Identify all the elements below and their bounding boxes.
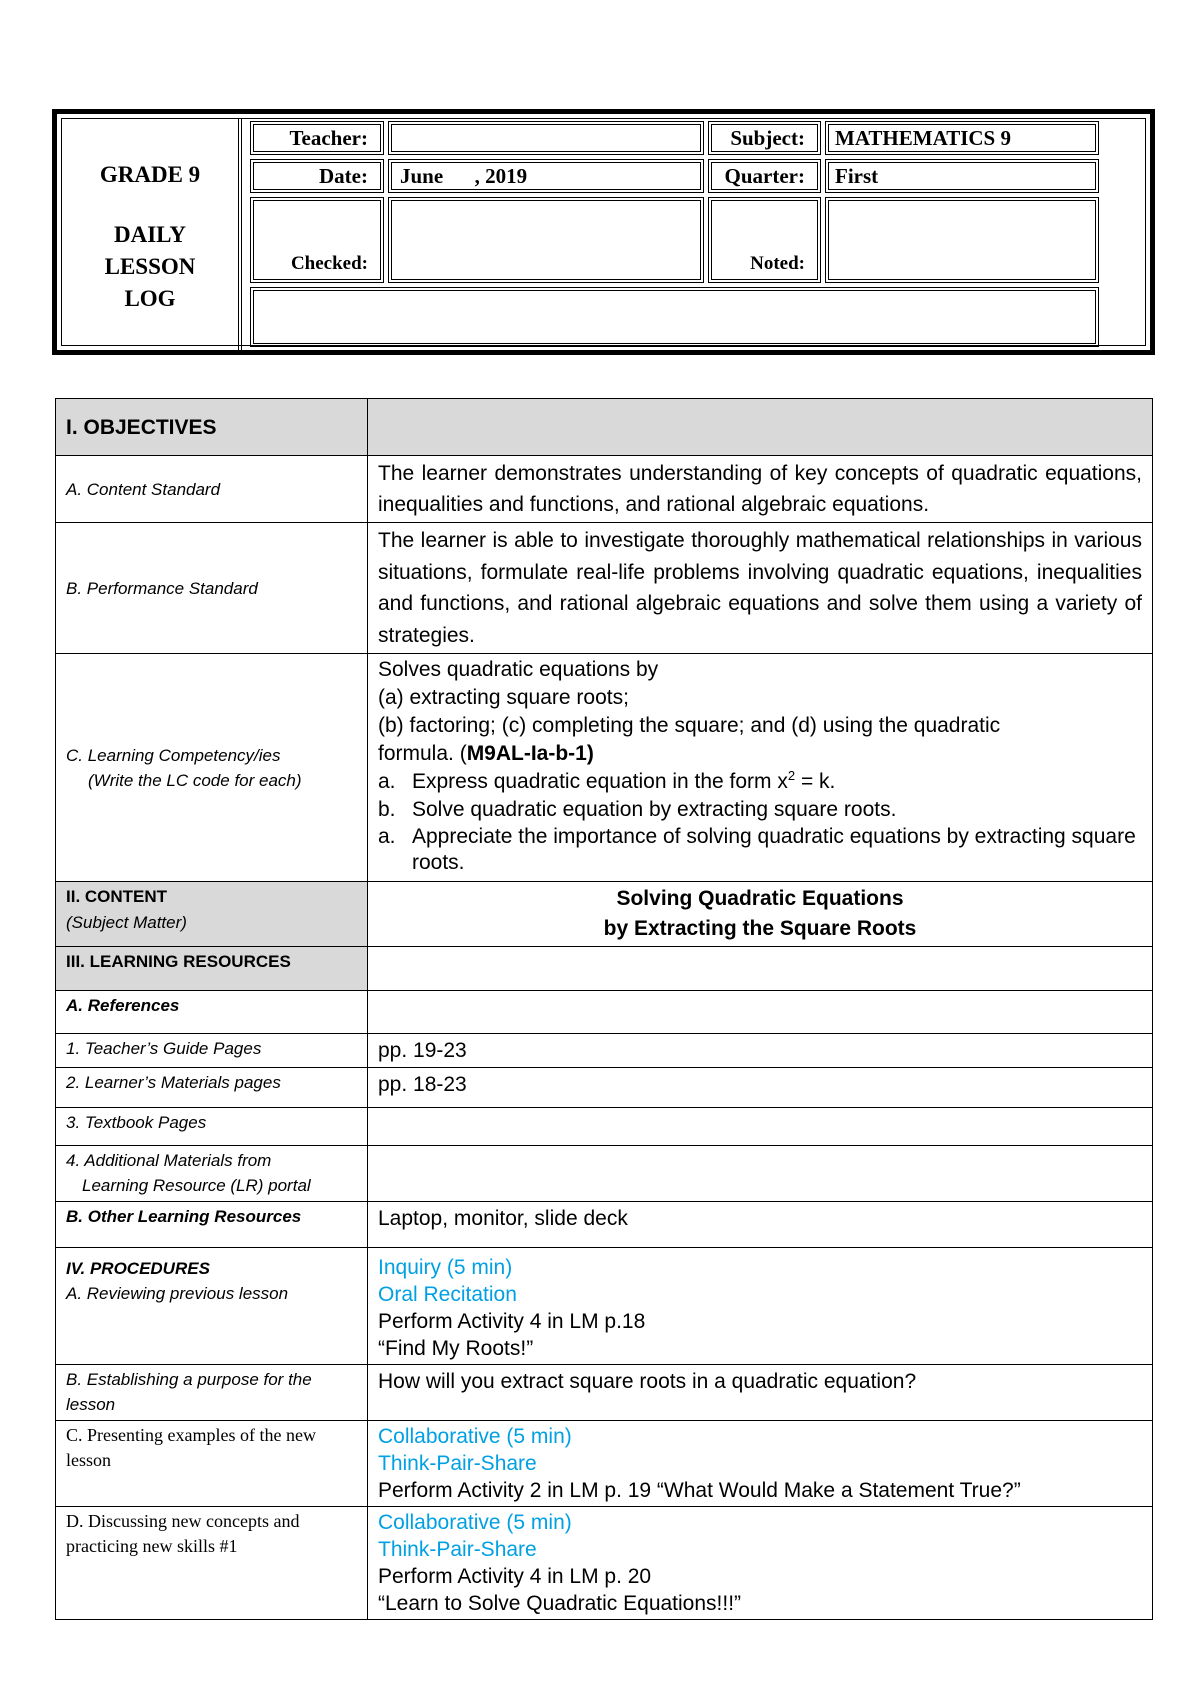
additional-materials-row <box>56 1146 1153 1202</box>
checked-value <box>388 197 704 283</box>
title-line-daily: DAILY <box>113 222 186 247</box>
subject-label: Subject: <box>708 121 821 155</box>
reviewing-value <box>368 1248 1153 1365</box>
objective-item-1-text-before: Express quadratic equation in the form x <box>412 770 788 793</box>
content-heading: II. CONTENT <box>66 887 168 906</box>
objective-item-1 <box>378 768 1142 796</box>
objectives-heading: I. OBJECTIVES <box>56 399 368 456</box>
performance-standard-value: The learner is able to investigate thoroughly mathematical relationships in various situations, formulate real-life problems involving quadratic equations, inequalities and functions, and rational algebraic equations and solve them using a variety of strategies. <box>368 523 1153 654</box>
objectives-heading-blank <box>368 399 1153 456</box>
presenting-line-3: Perform Activity 2 in LM p. 19 “What Would Make a Statement True?” <box>378 1479 1021 1502</box>
objective-item-2 <box>378 796 1142 824</box>
learning-competency-label-cell <box>56 654 368 882</box>
content-heading-cell <box>56 882 368 947</box>
header-block <box>52 109 1155 355</box>
other-resources-row <box>56 1202 1153 1248</box>
learning-competency-sublabel: (Write the LC code for each) <box>88 770 302 790</box>
competency-line-2: (a) extracting square roots; <box>378 686 629 709</box>
other-resources-label: B. Other Learning Resources <box>56 1202 368 1248</box>
date-value: June , 2019 <box>388 159 704 193</box>
discussing-label: D. Discussing new concepts and practicing new skills #1 <box>56 1507 368 1620</box>
objectives-heading-row <box>56 399 1153 456</box>
reviewing-line-3: Perform Activity 4 in LM p.18 <box>378 1310 646 1333</box>
purpose-value: How will you extract square roots in a quadratic equation? <box>368 1365 1153 1421</box>
teachers-guide-value: pp. 19-23 <box>368 1034 1153 1068</box>
objective-item-1-text <box>412 768 835 796</box>
header-notes-box <box>250 287 1099 347</box>
additional-materials-label-cell <box>56 1146 368 1202</box>
presenting-line-1: Collaborative (5 min) <box>378 1425 572 1448</box>
performance-standard-label: B. Performance Standard <box>56 523 368 654</box>
reviewing-row <box>56 1248 1153 1365</box>
objective-item-2-marker: b. <box>378 798 396 821</box>
objective-item-3-marker: a. <box>378 825 396 848</box>
noted-value <box>825 197 1099 283</box>
date-label: Date: <box>250 159 384 193</box>
performance-standard-row <box>56 523 1153 654</box>
competency-formula-prefix: formula. ( <box>378 742 467 765</box>
resources-heading: III. LEARNING RESOURCES <box>56 947 368 991</box>
objective-item-3-text: Appreciate the importance of solving quadratic equations by extracting square roots. <box>412 825 1136 874</box>
noted-label: Noted: <box>708 197 821 283</box>
objective-item-3 <box>378 824 1142 876</box>
objective-item-1-marker: a. <box>378 770 396 793</box>
reviewing-label: A. Reviewing previous lesson <box>66 1284 289 1303</box>
content-topic-line-1: Solving Quadratic Equations <box>616 887 904 910</box>
teacher-label: Teacher: <box>250 121 384 155</box>
competency-line-1: Solves quadratic equations by <box>378 658 659 681</box>
learners-materials-row <box>56 1068 1153 1108</box>
learning-competency-value <box>368 654 1153 882</box>
grade-title-box <box>62 119 242 355</box>
objective-item-1-text-after: = k. <box>795 770 836 793</box>
purpose-label: B. Establishing a purpose for the lesson <box>56 1365 368 1421</box>
teachers-guide-label: 1. Teacher’s Guide Pages <box>56 1034 368 1068</box>
content-standard-value: The learner demonstrates understanding of key concepts of quadratic equations, inequalities and functions, and rational algebraic equations. <box>368 456 1153 523</box>
presenting-value <box>368 1421 1153 1507</box>
header-inner <box>61 118 1146 346</box>
discussing-line-1: Collaborative (5 min) <box>378 1511 572 1534</box>
textbook-value <box>368 1108 1153 1146</box>
content-standard-row <box>56 456 1153 523</box>
purpose-row <box>56 1365 1153 1421</box>
subject-value: MATHEMATICS 9 <box>825 121 1099 155</box>
discussing-value <box>368 1507 1153 1620</box>
content-standard-label: A. Content Standard <box>56 456 368 523</box>
learners-materials-label: 2. Learner’s Materials pages <box>56 1068 368 1108</box>
learners-materials-value: pp. 18-23 <box>368 1068 1153 1108</box>
other-resources-value: Laptop, monitor, slide deck <box>368 1202 1153 1248</box>
lesson-log-table <box>55 398 1153 1620</box>
objective-item-1-exponent: 2 <box>787 768 796 783</box>
competency-code: M9AL-Ia-b-1) <box>466 742 594 765</box>
references-blank <box>368 991 1153 1034</box>
procedures-heading: IV. PROCEDURES <box>66 1259 210 1278</box>
additional-materials-value <box>368 1146 1153 1202</box>
discussing-line-3: Perform Activity 4 in LM p. 20 <box>378 1565 652 1588</box>
reviewing-line-4: “Find My Roots!” <box>378 1337 534 1360</box>
reviewing-line-1: Inquiry (5 min) <box>378 1256 513 1279</box>
discussing-line-2: Think-Pair-Share <box>378 1538 537 1561</box>
presenting-label: C. Presenting examples of the new lesson <box>56 1421 368 1507</box>
procedures-label-cell <box>56 1248 368 1365</box>
quarter-value: First <box>825 159 1099 193</box>
title-line-lesson: LESSON <box>104 254 196 279</box>
content-subheading: (Subject Matter) <box>66 913 187 932</box>
teachers-guide-row <box>56 1034 1153 1068</box>
additional-materials-label-2: Learning Resource (LR) portal <box>82 1176 311 1195</box>
presenting-line-2: Think-Pair-Share <box>378 1452 537 1475</box>
references-row <box>56 991 1153 1034</box>
references-label: A. References <box>56 991 368 1034</box>
competency-line-3: (b) factoring; (c) completing the square; and (d) using the quadratic <box>378 714 1001 737</box>
grade-label: GRADE 9 <box>99 162 201 187</box>
resources-heading-row <box>56 947 1153 991</box>
discussing-line-4: “Learn to Solve Quadratic Equations!!!” <box>378 1592 742 1615</box>
teacher-value <box>388 121 704 155</box>
textbook-row <box>56 1108 1153 1146</box>
presenting-row <box>56 1421 1153 1507</box>
competency-line-4 <box>378 740 1142 768</box>
objective-item-2-text: Solve quadratic equation by extracting square roots. <box>412 798 897 821</box>
title-line-log: LOG <box>124 286 176 311</box>
content-topic-cell <box>368 882 1153 947</box>
textbook-label: 3. Textbook Pages <box>56 1108 368 1146</box>
checked-label: Checked: <box>250 197 384 283</box>
resources-heading-blank <box>368 947 1153 991</box>
discussing-row <box>56 1507 1153 1620</box>
learning-competency-row <box>56 654 1153 882</box>
additional-materials-label-1: 4. Additional Materials from <box>66 1151 272 1170</box>
content-row <box>56 882 1153 947</box>
reviewing-line-2: Oral Recitation <box>378 1283 517 1306</box>
learning-competency-label: C. Learning Competency/ies <box>66 745 281 765</box>
quarter-label: Quarter: <box>708 159 821 193</box>
content-topic-line-2: by Extracting the Square Roots <box>603 917 917 940</box>
